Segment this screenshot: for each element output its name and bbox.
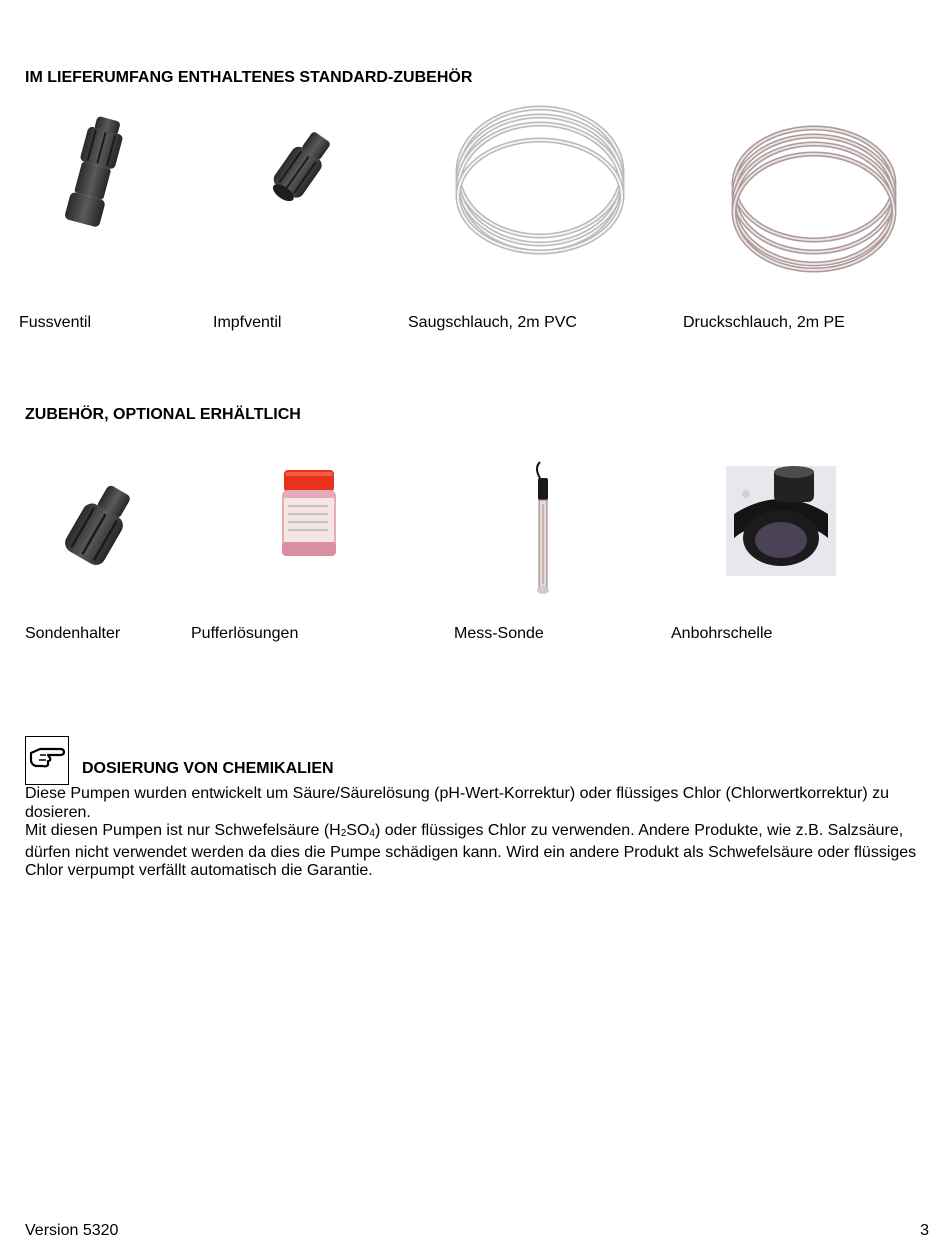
suction-hose-coil-image (452, 100, 628, 260)
item-label-anbohrschelle: Anbohrschelle (671, 625, 773, 642)
notice-line-3-start: Mit diesen Pumpen ist nur Schwefelsäure (H (25, 822, 341, 839)
notice-line-3-mid: SO (346, 822, 370, 839)
tapping-saddle-image (726, 466, 836, 576)
foot-valve-image (55, 115, 135, 230)
buffer-solution-bottle-image (278, 468, 340, 560)
subscript-2: 2 (340, 828, 347, 839)
section-heading-optional-accessories: ZUBEHÖR, OPTIONAL ERHÄLTLICH (25, 406, 301, 423)
notice-line-1: Diese Pumpen wurden entwickelt um Säure/Säurelösung (pH-Wert-Korrektur) oder flüssiges Chlor (Chlorwertkorrektur) zu (25, 785, 890, 802)
notice-line-3-end: ) oder flüssiges Chlor zu verwenden. Andere Produkte, wie z.B. Salzsäure, (374, 822, 904, 839)
item-label-saugschlauch: Saugschlauch, 2m PVC (408, 314, 577, 331)
probe-holder-image (55, 482, 140, 577)
notice-body (25, 785, 940, 881)
footer-version: Version 5320 (25, 1222, 119, 1239)
notice-line-2: dosieren. (25, 803, 91, 821)
injection-valve-image (258, 125, 338, 215)
notice-line-3 (25, 822, 940, 844)
notice-heading: DOSIERUNG VON CHEMIKALIEN (82, 760, 334, 777)
measuring-probe-image (528, 460, 562, 598)
item-label-fussventil: Fussventil (19, 314, 92, 331)
notice-line-4: dürfen nicht verwendet werden da dies die Pumpe schädigen kann. Wird ein andere Produkt als Schwefelsäure oder flüssiges (25, 843, 917, 861)
item-label-druckschlauch: Druckschlauch, 2m PE (683, 314, 845, 331)
notice-line-5: Chlor verpumpt verfällt automatisch die Garantie. (25, 862, 373, 879)
pressure-hose-coil-image (728, 122, 900, 277)
subscript-4: 4 (369, 828, 375, 839)
pointing-hand-icon (25, 736, 69, 785)
section-heading-standard-accessories: IM LIEFERUMFANG ENTHALTENES STANDARD-ZUBEHÖR (25, 69, 473, 86)
footer-page-number: 3 (920, 1222, 929, 1239)
item-label-mess-sonde: Mess-Sonde (454, 625, 544, 642)
item-label-impfventil: Impfventil (213, 314, 282, 331)
item-label-sondenhalter: Sondenhalter (25, 625, 121, 642)
item-label-pufferloesungen: Pufferlösungen (191, 625, 299, 642)
